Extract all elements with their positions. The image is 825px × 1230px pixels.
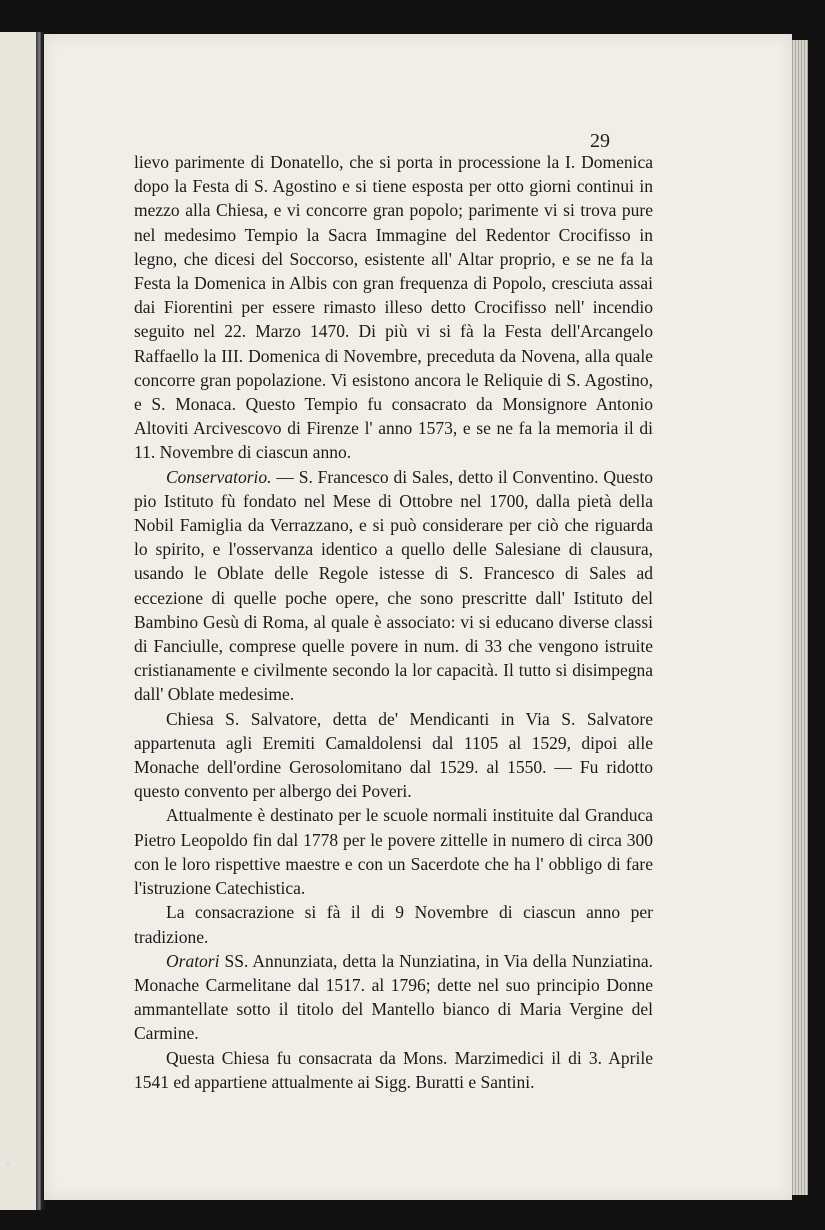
scan-speck	[6, 1163, 10, 1167]
paragraph-1: lievo parimente di Donatello, che si porta in processione la I. Domenica dopo la Festa di S. Agostino e si tiene esposta per otto giorni continui in mezzo alla Chiesa, e vi concorre gran popolo; parimente vi si trova pure nel medesimo Tempio la Sacra Immagine del Redentor Crocifisso in legno, che dicesi del Soccorso, esistente all' Altar proprio, e se ne fa la Festa la Domenica in Albis con gran frequenza di Popolo, cresciuta assai dai Fiorentini per essere rimasto illeso detto Crocifisso nell' incendio seguito nel 22. Marzo 1470. Di più vi si fà la Festa dell'Arcangelo Raffaello la III. Domenica di Novembre, preceduta da Novena, alla quale concorre gran popolazione. Vi esistono ancora le Reliquie di S. Agostino, e S. Monaca. Questo Tempio fu consacrato da Monsignore Antonio Altoviti Arcivescovo di Firenze l' anno 1573, e se ne fa la memoria il di 11. Novembre di ciascun anno.	[134, 152, 653, 463]
paragraph-2: Conservatorio. — S. Francesco di Sales, detto il Conventino. Questo pio Istituto fù fondato nel Mese di Ottobre nel 1700, dalla pietà della Nobil Famiglia da Verrazzano, e si può considerare per ciò che riguarda lo spirito, e l'osservanza identico a quello delle Salesiane di clausura, usando le Oblate delle Regole istesse di S. Francesco di Sales ad eccezione di quelle poche opere, che sono prescritte dall' Istituto del Bambino Gesù di Roma, al quale è associato: vi si educano diverse classi di Fanciulle, comprese quelle povere in num. di 33 che vengono istruite cristianamente e civilmente secondo la lor capacità. Il tutto si disimpegna dall' Oblate medesime.	[134, 466, 653, 705]
page-stack-edges	[790, 40, 808, 1195]
section-heading-conservatorio: Conservatorio.	[166, 466, 272, 487]
facing-page-edge	[0, 32, 41, 1210]
body-text	[134, 150, 653, 1094]
paragraph-5: La consacrazione si fà il di 9 Novembre di ciascun anno per tradizione.	[134, 902, 653, 947]
page-number: 29	[590, 130, 610, 152]
paragraph-6: Oratori SS. Annunziata, detta la Nunziatina, in Via della Nunziatina. Monache Carmelitane dal 1517. al 1796; dette nel suo principio Donne ammantellate sotto il titolo del Mantello bianco di Maria Vergine del Carmine.	[134, 950, 653, 1044]
paragraph-3: Chiesa S. Salvatore, detta de' Mendicanti in Via S. Salvatore appartenuta agli Eremiti Camaldolensi dal 1105 al 1529, dipoi alle Monache dell'ordine Gerosolomitano dal 1529. al 1550. — Fu ridotto questo convento per albergo dei Poveri.	[134, 708, 653, 802]
section-heading-oratori: Oratori	[166, 950, 220, 971]
paragraph-7: Questa Chiesa fu consacrata da Mons. Marzimedici il di 3. Aprile 1541 ed appartiene attualmente ai Sigg. Buratti e Santini.	[134, 1047, 653, 1092]
paragraph-4: Attualmente è destinato per le scuole normali instituite dal Granduca Pietro Leopoldo fin dal 1778 per le povere zittelle in numero di circa 300 con le loro rispettive maestre e con un Sacerdote che ha l' obbligo di fare l'istruzione Catechistica.	[134, 805, 653, 899]
